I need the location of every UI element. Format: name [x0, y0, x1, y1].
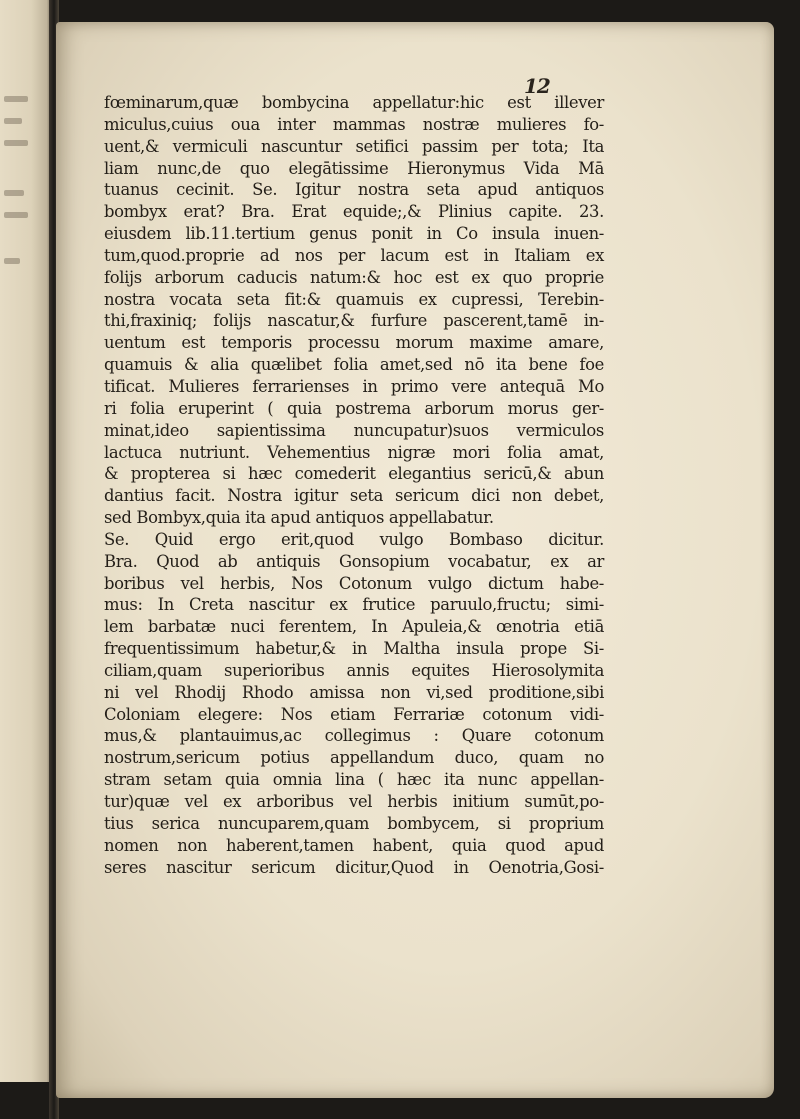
text-line: uentum est temporis processu morum maxime amare,	[104, 333, 604, 353]
text-line: minat,ideo sapientissima nuncupatur)suos vermiculos	[104, 420, 604, 440]
text-line: mus: In Creta nascitur ex frutice paruulo,fructu; simi-	[104, 595, 604, 615]
text-line: & propterea si hæc comederit elegantius sericū,& abun	[104, 464, 604, 484]
text-line: ni vel Rhodij Rhodo amissa non vi,sed proditione,sibi	[104, 682, 604, 702]
text-line: tuanus cecinit. Se. Igitur nostra seta apud antiquos	[104, 180, 604, 200]
text-line: nostra vocata seta fit:& quamuis ex cupressi, Terebin-	[104, 289, 604, 309]
text-line: tum,quod.proprie ad nos per lacum est in Italiam ex	[104, 245, 604, 265]
left-facing-page-edge	[0, 0, 52, 1082]
text-line: nostrum,sericum potius appellandum duco, quam no	[104, 748, 604, 768]
text-line: frequentissimum habetur,& in Maltha insula prope Si-	[104, 639, 604, 659]
body-text	[104, 92, 604, 878]
text-line: Bra. Quod ab antiquis Gonsopium vocabatur, ex ar	[104, 551, 604, 571]
text-line: ri folia eruperint ( quia postrema arborum morus ger-	[104, 398, 604, 418]
text-line: lactuca nutriunt. Vehementius nigræ mori folia amat,	[104, 442, 604, 462]
text-line: fœminarum,quæ bombycina appellatur:hic est illever	[104, 93, 604, 112]
text-line: thi,fraxiniq; folijs nascatur,& furfure pascerent,tamē in-	[104, 311, 604, 331]
text-line: uent,& vermiculi nascuntur setifici passim per tota; Ita	[104, 136, 604, 156]
text-line: boribus vel herbis, Nos Cotonum vulgo dictum habe-	[104, 573, 604, 593]
page-number: 12	[524, 74, 550, 98]
text-line: miculus,cuius oua inter mammas nostræ mulieres fo-	[104, 114, 604, 134]
text-line: tius serica nuncuparem,quam bombycem, si proprium	[104, 813, 604, 833]
text-line: seres nascitur sericum dicitur,Quod in Oenotria,Gosi-	[104, 857, 604, 877]
text-line: Se. Quid ergo erit,quod vulgo Bombaso dicitur.	[104, 529, 604, 549]
text-line: eiusdem lib.11.tertium genus ponit in Co insula inuen-	[104, 224, 604, 244]
text-line: liam nunc,de quo elegātissime Hieronymus Vida Mā	[104, 158, 604, 178]
text-line: tificat. Mulieres ferrarienses in primo vere antequā Mo	[104, 376, 604, 396]
text-line: quamuis & alia quælibet folia amet,sed nō ita bene foe	[104, 355, 604, 375]
text-line: tur)quæ vel ex arboribus vel herbis initium sumūt,po-	[104, 792, 604, 811]
text-line: nomen non haberent,tamen habent, quia quod apud	[104, 835, 604, 855]
text-line: ciliam,quam superioribus annis equites Hierosolymita	[104, 660, 604, 680]
text-line: Coloniam elegere: Nos etiam Ferrariæ cotonum vidi-	[104, 704, 604, 724]
text-line: folijs arborum caducis natum:& hoc est ex quo proprie	[104, 267, 604, 287]
text-line: mus,& plantauimus,ac collegimus : Quare cotonum	[104, 726, 604, 746]
text-line: stram setam quia omnia lina ( hæc ita nunc appellan-	[104, 770, 604, 790]
text-line: sed Bombyx,quia ita apud antiquos appellabatur.	[104, 508, 494, 528]
text-line: dantius facit. Nostra igitur seta sericum dici non debet,	[104, 486, 604, 506]
text-line: bombyx erat? Bra. Erat equide;,& Plinius capite. 23.	[104, 202, 604, 222]
text-line: lem barbatæ nuci ferentem, In Apuleia,& œnotria etiā	[104, 617, 604, 637]
